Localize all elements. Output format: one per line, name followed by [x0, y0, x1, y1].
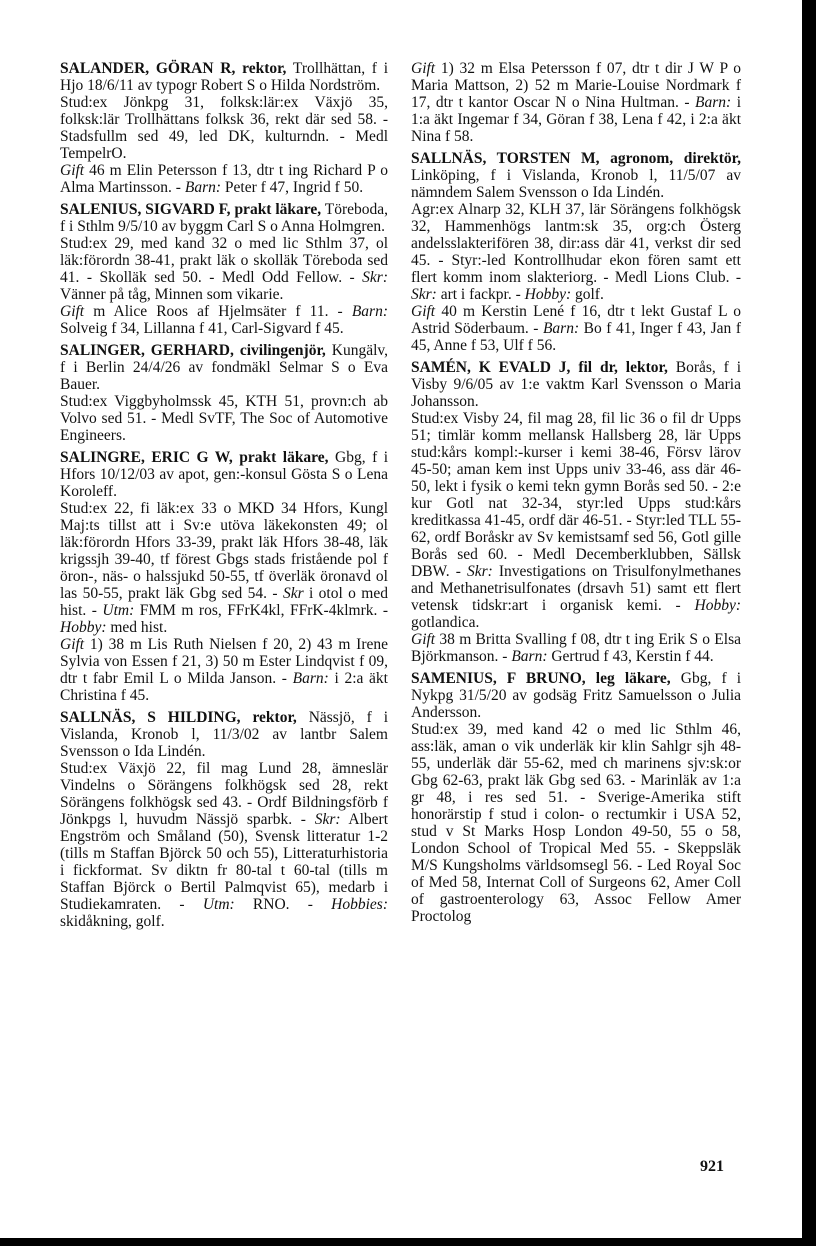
entry-text: Gertrud f 43, Kerstin f 44.: [547, 648, 714, 665]
entry-label: Hobby:: [694, 597, 741, 614]
biography-entry: [411, 670, 741, 721]
entry-text: Agr:ex Alnarp 32, KLH 37, lär Sörängens folkhögsk 32, Hammenhögs lantm:sk 35, org:ch Österg andelsslakterifören 38, dir:ass där 41, verkst dir sed 45. - Styr:-led Kontrollhudar ekon fören samt ett flert komm inom slakteriorg. - Medl Lions Club. -: [411, 201, 741, 286]
biography-entry: [60, 60, 388, 94]
entry-title: prakt läkare,: [234, 201, 322, 218]
entry-title: rektor,: [242, 60, 287, 77]
entry-heading-text: Gbg, f i Hfors 10/12/03 av apot, gen:-konsul Gösta S o Lena Koroleff.: [60, 449, 389, 500]
entry-label: Hobbies:: [331, 896, 388, 913]
biography-entry: [60, 449, 388, 500]
entry-label: Skr:: [466, 563, 493, 580]
entry-text: Vänner på tåg, Minnen som vikarie.: [60, 286, 284, 303]
entry-name: SAMÉN, K EVALD J,: [411, 359, 571, 376]
scan-edge-right: [802, 0, 816, 1246]
entry-paragraph: [60, 393, 388, 444]
entry-title: prakt läkare,: [239, 449, 329, 466]
entry-heading-text: Linköping, f i Vislanda, Kronob l, 11/5/07 av nämndem Salem Svensson o Ida Lindén.: [411, 167, 741, 201]
right-column: [411, 60, 741, 925]
biography-entry: [411, 150, 741, 201]
entry-label: Gift: [411, 631, 436, 648]
entry-title: agronom, direktör,: [610, 150, 741, 167]
entry-paragraph: [60, 760, 388, 930]
entry-label: Skr:: [362, 269, 388, 286]
entry-text: Stud:ex Visby 24, fil mag 28, fil lic 36 o fil dr Upps 51; timlär komm mellansk Hallsberg 28, lär Upps stud:kårs kompl:-kurser i kemi 38-46, Försv lärov 45-50; aman kem inst Upps univ 33-46, ass där 46-50, lekt i fysik o kemi tekn gymn Borås sed 50. - 2:e kur Gotl nat 32-34, styr:led Upps stud:kårs kreditkassa 41-45, ordf där 46-51. - Styr:led TLL 55-62, ordf Boråskr av Sv kemistsamf sed 56, Gotl gille Borås sed 60. - Medl Decemberklubben, Sällsk DBW. -: [411, 410, 741, 580]
entry-text: Stud:ex 29, med kand 32 o med lic Sthlm 37, ol läk:förordn 38-41, prakt läk o skolläk Töreboda sed 41. - Skolläk sed 50. - Medl Odd Fellow. -: [60, 235, 388, 286]
entry-paragraph: [411, 303, 741, 354]
entry-title: fil dr, lektor,: [578, 359, 668, 376]
biography-entry: [60, 709, 388, 760]
entry-label: Skr: [282, 585, 304, 602]
entry-name: SALINGRE, ERIC G W,: [60, 449, 233, 466]
entry-text: Albert Engström och Småland (50), Svensk litteratur 1-2 (tills m Staffan Björck 50 och 55), Litteraturhistoria i fickformat. Sv diktn fr 80-tal t 60-tal (tills m Staffan Björck o Bertil Palmqvist 65), medarb i Studiekamraten. -: [60, 811, 388, 913]
biography-entry: [60, 342, 388, 393]
entry-name: SALENIUS, SIGVARD F,: [60, 201, 231, 218]
entry-name: SAMENIUS, F BRUNO,: [411, 670, 586, 687]
entry-text: 38 m Britta Svalling f 08, dtr t ing Erik S o Elsa Björkmanson. -: [411, 631, 741, 665]
entry-label: Gift: [411, 303, 436, 320]
entry-text: Solveig f 34, Lillanna f 41, Carl-Sigvard f 45.: [60, 320, 344, 337]
entry-label: Hobby:: [60, 619, 107, 636]
entry-text: Stud:ex Viggbyholmssk 45, KTH 51, provn:ch ab Volvo sed 51. - Medl SvTF, The Soc of Automotive Engineers.: [60, 393, 388, 444]
entry-label: Gift: [411, 60, 436, 77]
entry-label: Utm:: [202, 896, 235, 913]
entry-label: Gift: [60, 162, 85, 179]
entry-heading-text: Kungälv, f i Berlin 24/4/26 av fondmäkl Selmar S o Eva Bauer.: [60, 342, 388, 393]
entry-label: Barn:: [351, 303, 388, 320]
entry-text: FMM m ros, FFrK4kl, FFrK-4klmrk. -: [134, 602, 389, 619]
entry-title: rektor,: [252, 709, 297, 726]
entry-title: civilingenjör,: [239, 342, 326, 359]
entry-label: Barn:: [542, 320, 580, 337]
biography-entry: [411, 359, 741, 410]
entry-text: Bo f 41, Inger f 43, Jan f 45, Anne f 53, Ulf f 56.: [411, 320, 741, 354]
biography-entry: [60, 201, 388, 235]
entry-text: 40 m Kerstin Lené f 16, dtr t lekt Gustaf L o Astrid Söderbaum. -: [411, 303, 741, 337]
entry-paragraph: [60, 235, 388, 303]
entry-paragraph: [60, 94, 388, 162]
entry-heading-text: Nässjö, f i Vislanda, Kronob l, 11/3/02 av lantbr Salem Svensson o Ida Lindén.: [60, 709, 389, 760]
entry-name: SALLNÄS, S HILDING,: [60, 709, 241, 726]
entry-text: Stud:ex Jönkpg 31, folksk:lär:ex Växjö 35, folksk:lär Trollhättans folksk 36, rekt där sed 58. - Stadsfullm sed 49, led DK, kulturndn. - Medl TempelrO.: [60, 94, 388, 162]
entry-paragraph: [411, 631, 741, 665]
entry-text: m Alice Roos af Hjelmsäter f 11. -: [84, 303, 352, 320]
entry-label: Hobby:: [524, 286, 572, 303]
entry-label: Skr:: [411, 286, 437, 303]
scan-edge-bottom: [0, 1238, 816, 1246]
entry-text: golf.: [571, 286, 604, 303]
entry-text: gotlandica.: [411, 614, 480, 631]
entry-paragraph: [411, 201, 741, 303]
entry-label: Utm:: [102, 602, 135, 619]
entry-name: SALANDER, GÖRAN R,: [60, 60, 236, 77]
entry-name: SALINGER, GERHARD,: [60, 342, 234, 359]
page-number: 921: [700, 1158, 724, 1175]
entry-text: RNO. -: [234, 896, 332, 913]
entry-text: 1) 32 m Elsa Petersson f 07, dtr t dir J W P o Maria Mattson, 2) 52 m Marie-Louise Nordmark f 17, dtr t kantor Oscar N o Nina Hultman. -: [411, 60, 741, 111]
entry-paragraph: [411, 60, 741, 145]
entry-text: i 2:a äkt Christina f 45.: [60, 670, 388, 704]
entry-text: 46 m Elin Petersson f 13, dtr t ing Richard P o Alma Martinsson. -: [60, 162, 388, 196]
entry-paragraph: [411, 721, 741, 925]
entry-text: Peter f 47, Ingrid f 50.: [221, 179, 364, 196]
entry-text: med hist.: [106, 619, 168, 636]
entry-heading-text: Töreboda, f i Sthlm 9/5/10 av byggm Carl S o Anna Holmgren.: [60, 201, 389, 235]
entry-text: i 1:a äkt Ingemar f 34, Göran f 38, Lena f 42, i 2:a äkt Nina f 58.: [411, 94, 741, 145]
entry-paragraph: [60, 303, 388, 337]
entry-text: Stud:ex 22, fi läk:ex 33 o MKD 34 Hfors, Kungl Maj:ts tillst att i Sv:e utöva läkekonsten 49; ol läk:förordn Hfors 33-39, prakt läk Hfors 38-48, läk krigssjh 39-40, tf förest Gbgs stads fristående pol f öron-, näs- o halssjukd 50-55, tf överläk öronavd ol las 50-55, prakt läk Gbg sed 54. -: [60, 500, 388, 602]
entry-paragraph: [60, 162, 388, 196]
entry-title: leg läkare,: [595, 670, 671, 687]
entry-heading-text: Trollhättan, f i Hjo 18/6/11 av typogr Robert S o Hilda Nordström.: [60, 60, 389, 94]
entry-label: Barn:: [511, 648, 548, 665]
entry-label: Skr:: [314, 811, 341, 828]
entry-text: Investigations on Trisulfonylmethanes and Methanetrisulfonates (drsavh 51) samt ett flert vetensk tidskr:art i organisk kemi. -: [411, 563, 741, 614]
entry-text: i otol o med hist. -: [60, 585, 388, 619]
entry-text: 1) 38 m Lis Ruth Nielsen f 20, 2) 43 m Irene Sylvia von Essen f 21, 3) 50 m Ester Lindqvist f 09, dtr t fabr Emil L o Milda Janson. -: [60, 636, 388, 687]
entry-name: SALLNÄS, TORSTEN M,: [411, 150, 600, 167]
entry-label: Barn:: [695, 94, 732, 111]
entry-text: Stud:ex Växjö 22, fil mag Lund 28, ämneslär Vindelns o Sörängens folkhögsk sed 28, rekt Sörängens folkhögsk sed 43. - Ordf Bildningsförb f Jönkpgs l, huvudm Nässjö sparbk. -: [60, 760, 388, 828]
entry-paragraph: [411, 410, 741, 631]
left-column: [60, 60, 388, 930]
entry-heading-text: Gbg, f i Nykpg 31/5/20 av godsäg Fritz Samuelsson o Julia Andersson.: [411, 670, 742, 721]
entry-text: Stud:ex 39, med kand 42 o med lic Sthlm 46, ass:läk, aman o vik underläk kir klin Sahlgr sjh 48-55, underläk där 55-62, med ch marinens sjv:sk:or Gbg 62-63, prakt läk Gbg sed 63. - Marinläk av 1:a gr 48, i res sed 51. - Sverige-Amerika stift honorärstip f stud i colon- o rectumkir i USA 52, stud v St Marks Hosp London 49-50, 55 o 58, London School of Tropical Med 55. - Skeppsläk M/S Kungsholms världsomsegl 56. - Led Royal Soc of Med 58, Internat Coll of Surgeons 62, Amer Coll of gastroenterology 63, Assoc Fellow Amer Proctolog: [411, 721, 741, 925]
entry-text: skidåkning, golf.: [60, 913, 165, 930]
entry-paragraph: [60, 500, 388, 636]
entry-label: Barn:: [292, 670, 329, 687]
entry-heading-text: Borås, f i Visby 9/6/05 av 1:e vaktm Karl Svensson o Maria Johansson.: [411, 359, 742, 410]
entry-paragraph: [60, 636, 388, 704]
entry-label: Gift: [60, 303, 85, 320]
entry-label: Barn:: [184, 179, 222, 196]
entry-label: Gift: [60, 636, 85, 653]
entry-text: art i fackpr. -: [436, 286, 525, 303]
